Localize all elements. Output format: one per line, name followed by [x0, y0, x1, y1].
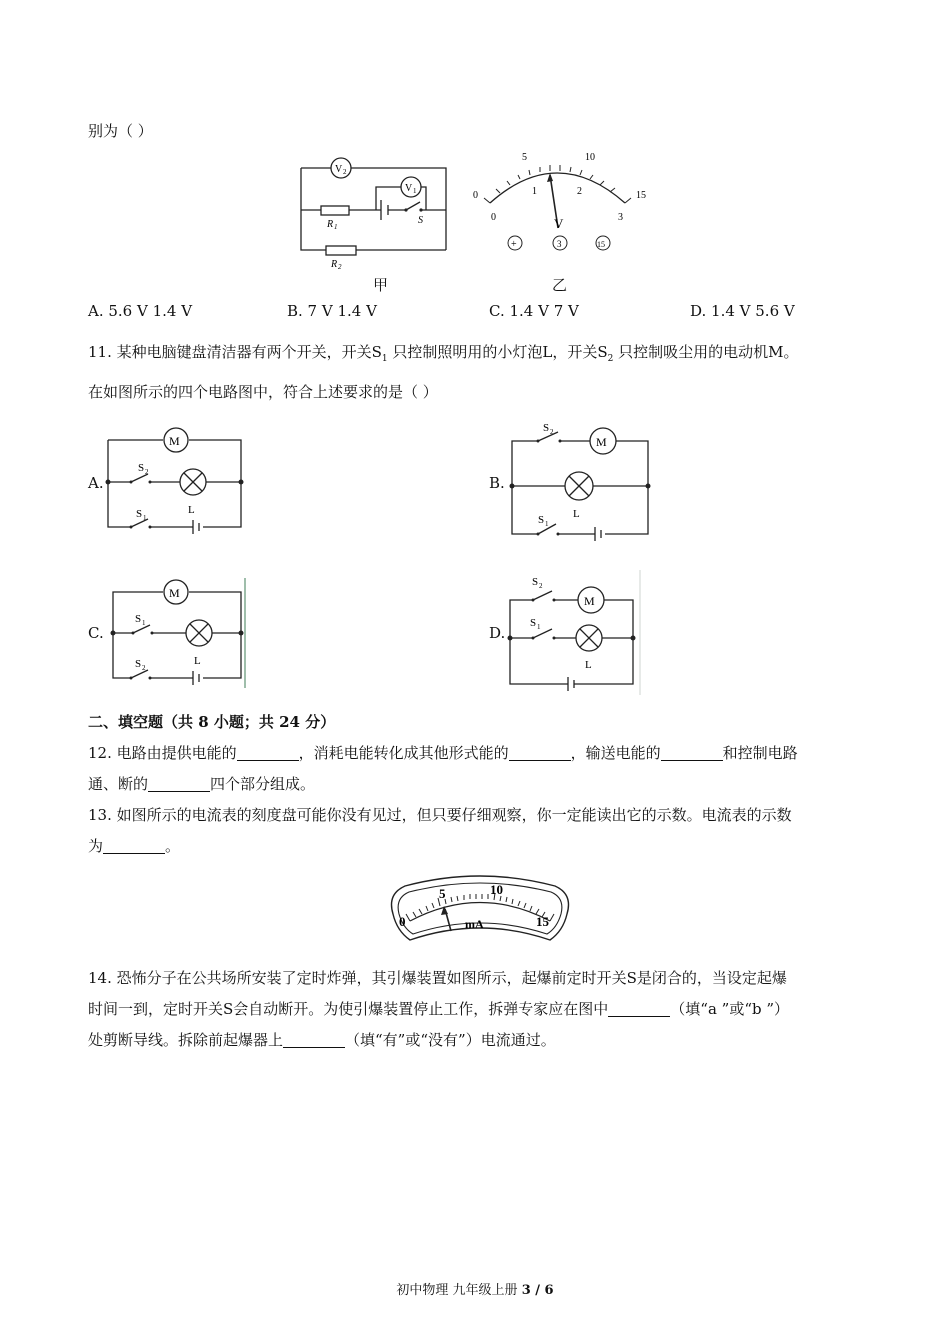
svg-text:S: S — [530, 617, 537, 629]
svg-text:M: M — [596, 435, 607, 449]
svg-text:2: 2 — [338, 263, 342, 271]
q11-circuit-a — [108, 425, 248, 535]
page-number: 3 / 6 — [521, 1283, 554, 1298]
q12-blank-3[interactable] — [661, 744, 723, 761]
q11-option-d-label[interactable]: D. — [489, 624, 506, 642]
page-footer: 初中物理 九年级上册 3 / 6 — [396, 1283, 554, 1298]
fig-jia-label: 甲 — [373, 276, 389, 294]
q13-line2: 为 。 — [88, 837, 181, 855]
q10-option-a[interactable]: A. 5.6 V 1.4 V — [88, 302, 193, 320]
q11-option-a-label[interactable]: A. — [88, 474, 104, 492]
svg-text:S: S — [135, 658, 142, 670]
s-label: S — [418, 215, 423, 226]
svg-text:1: 1 — [413, 187, 417, 195]
terminal-15: 15 — [597, 240, 605, 249]
svg-text:1: 1 — [545, 520, 549, 528]
q13-ammeter — [385, 876, 575, 948]
svg-text:2: 2 — [142, 664, 146, 672]
q14-blank-2[interactable] — [283, 1031, 345, 1048]
svg-text:2: 2 — [550, 428, 554, 436]
q12-line1: 12. 电路由提供电能的 ，消耗电能转化成其他形式能的 ，输送电能的 和控制电路 — [88, 744, 798, 762]
lamp-label: L — [188, 504, 195, 516]
q13-line1: 13. 如图所示的电流表的刻度盘可能你没有见过，但只要仔细观察，你一定能读出它的示数。电流表的示数 — [88, 806, 792, 824]
svg-text:2: 2 — [539, 582, 543, 590]
meter-outer-10: 10 — [585, 152, 595, 163]
svg-text:1: 1 — [143, 514, 147, 522]
ammeter-tick-10: 10 — [490, 882, 503, 897]
q14-line2: 时间一到，定时开关S会自动断开。为使引爆装置停止工作，拆弹专家应在图中 （填“a ”或“b ”） — [88, 1000, 790, 1018]
q14-line1: 14. 恐怖分子在公共场所安装了定时炸弹，其引爆装置如图所示，起爆前定时开关S是闭合的，当设定起爆 — [88, 969, 787, 987]
r2-label: R — [331, 259, 338, 270]
q10-option-b[interactable]: B. 7 V 1.4 V — [287, 302, 377, 320]
svg-text:1: 1 — [537, 623, 541, 631]
q12-blank-2[interactable] — [509, 744, 571, 761]
q11-circuit-d — [508, 570, 658, 695]
q14-blank-1[interactable] — [608, 1000, 670, 1017]
section-2-title: 二、填空题（共 8 小题；共 24 分） — [88, 713, 336, 731]
meter-outer-0: 0 — [473, 190, 478, 201]
svg-text:M: M — [169, 586, 180, 600]
ammeter-tick-15: 15 — [536, 914, 549, 929]
meter-inner-0: 0 — [491, 212, 496, 223]
svg-text:S: S — [138, 462, 145, 474]
fig-yi-label: 乙 — [552, 276, 568, 294]
q13-blank[interactable] — [103, 837, 165, 854]
svg-text:1: 1 — [334, 223, 338, 231]
q11-circuit-c — [108, 578, 248, 688]
q10-stem-tail: 别为（ ） — [88, 122, 153, 140]
q10-option-d[interactable]: D. 1.4 V 5.6 V — [690, 302, 795, 320]
q12-blank-1[interactable] — [237, 744, 299, 761]
svg-text:S: S — [532, 576, 539, 588]
q12-blank-4[interactable] — [148, 775, 210, 792]
q12-line2: 通、断的 四个部分组成。 — [88, 775, 316, 793]
q11-stem-line2: 在如图所示的四个电路图中，符合上述要求的是（ ） — [88, 383, 438, 401]
ammeter-unit: mA — [465, 917, 484, 931]
svg-text:L: L — [573, 508, 580, 520]
ammeter-tick-0: 0 — [399, 914, 406, 929]
ammeter-tick-5: 5 — [439, 886, 446, 901]
svg-text:2: 2 — [343, 168, 347, 176]
svg-text:S: S — [538, 514, 545, 526]
svg-text:S: S — [543, 422, 550, 434]
v2-label: V — [335, 164, 343, 175]
terminal-3: 3 — [557, 239, 562, 249]
q11-option-c-label[interactable]: C. — [88, 624, 104, 642]
svg-text:2: 2 — [145, 468, 149, 476]
q10-circuit-jia — [296, 155, 456, 275]
meter-inner-1: 1 — [532, 186, 537, 197]
v1-label: V — [405, 183, 413, 194]
r1-label: R — [327, 219, 334, 230]
terminal-plus: + — [511, 239, 517, 250]
q11-stem-line1: 11. 某种电脑键盘清洁器有两个开关，开关$S_1$ 只控制照明用的小灯泡L，开关$S_2$ 只控制吸尘用的电动机M。 — [88, 343, 799, 364]
motor-label: M — [169, 434, 180, 448]
svg-text:S: S — [136, 508, 143, 520]
q10-option-c[interactable]: C. 1.4 V 7 V — [489, 302, 579, 320]
q14-line3: 处剪断导线。拆除前起爆器上 （填“有”或“没有”）电流通过。 — [88, 1031, 556, 1049]
meter-inner-2: 2 — [577, 186, 582, 197]
meter-unit: V — [554, 216, 564, 231]
svg-text:1: 1 — [142, 619, 146, 627]
q11-option-b-label[interactable]: B. — [489, 474, 505, 492]
q11-circuit-b — [510, 422, 660, 542]
svg-text:M: M — [584, 594, 595, 608]
meter-outer-5: 5 — [522, 152, 527, 163]
svg-text:S: S — [135, 613, 142, 625]
q10-voltmeter — [470, 148, 660, 258]
meter-inner-3: 3 — [618, 212, 623, 223]
svg-text:L: L — [194, 655, 201, 667]
meter-outer-15: 15 — [636, 190, 646, 201]
svg-text:L: L — [585, 659, 592, 671]
